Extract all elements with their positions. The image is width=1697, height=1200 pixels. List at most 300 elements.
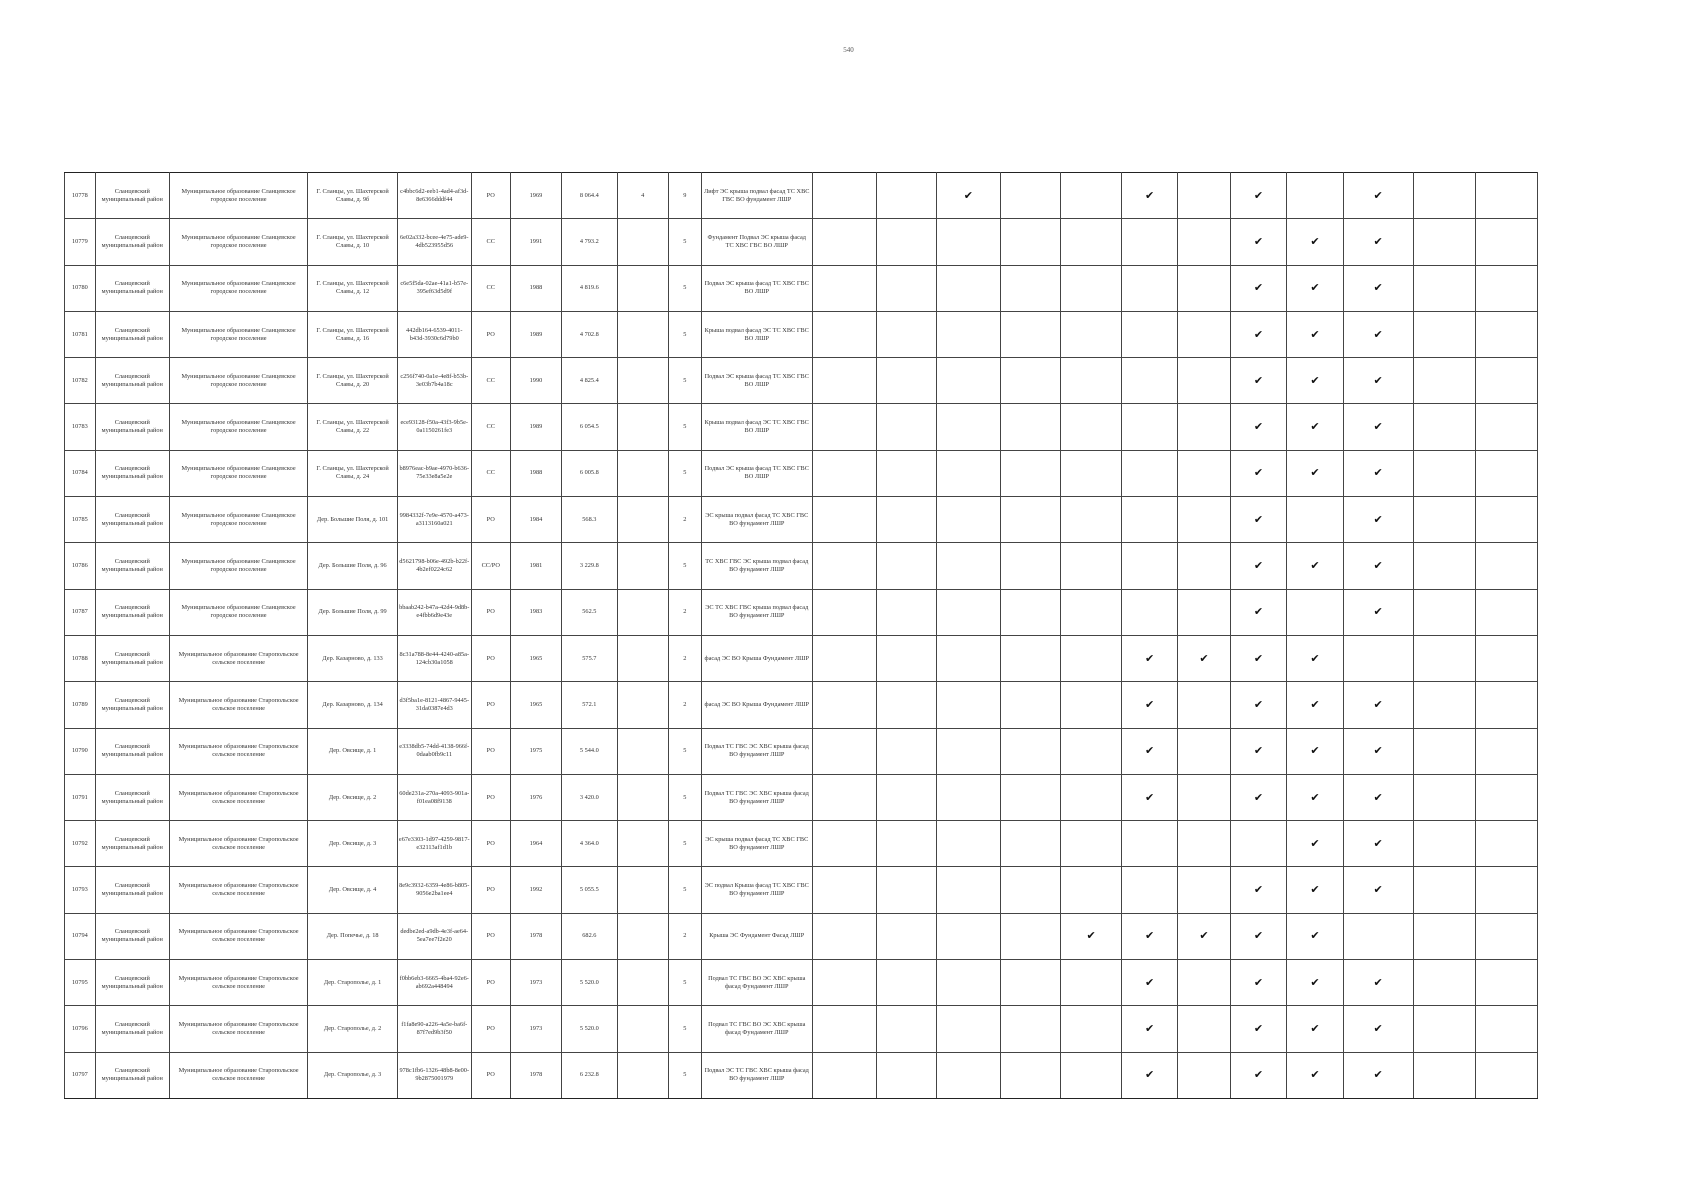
checkmark-icon: ✔ <box>1199 651 1209 665</box>
work-type-cell <box>936 1006 1000 1052</box>
work-type-cell <box>1287 821 1343 867</box>
work-type-cell <box>1121 774 1177 820</box>
work-type-cell <box>1000 358 1061 404</box>
municipality-cell: Муниципальное образование Сланцевское городское поселение <box>169 311 308 357</box>
address-cell: Дер. Старополье, д. 3 <box>308 1052 397 1098</box>
checkmark-icon: ✔ <box>1253 975 1264 989</box>
guid-cell: bbaab242-b47a-42d4-9d8b-e4fbb6d9e43e <box>397 589 471 635</box>
address-cell: Дер. Овсище, д. 3 <box>308 821 397 867</box>
work-type-cell <box>1121 450 1177 496</box>
work-type-cell <box>1343 1006 1413 1052</box>
fund-type-cell: РО <box>471 867 510 913</box>
checkmark-icon: ✔ <box>1253 281 1264 295</box>
work-type-cell <box>936 821 1000 867</box>
record-id-cell: 10794 <box>65 913 96 959</box>
municipality-cell: Муниципальное образование Старопольское сельское поселение <box>169 635 308 681</box>
work-type-cell <box>936 450 1000 496</box>
checkmark-icon: ✔ <box>1144 744 1155 758</box>
work-type-cell <box>1413 265 1476 311</box>
table-row <box>65 635 1538 681</box>
work-type-cell <box>1178 960 1230 1006</box>
work-type-cell <box>1343 543 1413 589</box>
work-type-cell <box>1476 450 1538 496</box>
address-cell: Дер. Казарново, д. 133 <box>308 635 397 681</box>
work-type-cell <box>1121 960 1177 1006</box>
work-type-cell <box>1343 311 1413 357</box>
municipality-cell: Муниципальное образование Старопольское сельское поселение <box>169 1052 308 1098</box>
checkmark-icon: ✔ <box>1144 975 1155 989</box>
address-cell: Дер. Большие Поля, д. 101 <box>308 497 397 543</box>
checkmark-icon: ✔ <box>1253 188 1264 202</box>
work-type-cell <box>812 173 877 219</box>
work-type-cell <box>1121 913 1177 959</box>
lifts-cell <box>617 960 668 1006</box>
work-type-cell <box>1476 404 1538 450</box>
work-type-cell <box>1413 728 1476 774</box>
record-id-cell: 10797 <box>65 1052 96 1098</box>
build-year-cell: 1989 <box>510 311 561 357</box>
checkmark-icon: ✔ <box>1310 744 1320 758</box>
table-row <box>65 265 1538 311</box>
checkmark-icon: ✔ <box>1373 466 1383 480</box>
works-cell: Фундамент Подвал ЭС крыша фасад ТС ХВС ГВС ВО ЛШР <box>701 219 812 265</box>
municipality-cell: Муниципальное образование Старопольское сельское поселение <box>169 774 308 820</box>
checkmark-icon: ✔ <box>1253 744 1264 758</box>
checkmark-icon: ✔ <box>1310 697 1320 711</box>
work-type-cell <box>936 635 1000 681</box>
municipality-cell: Муниципальное образование Сланцевское городское поселение <box>169 404 308 450</box>
work-type-cell <box>1413 404 1476 450</box>
municipality-cell: Муниципальное образование Сланцевское городское поселение <box>169 497 308 543</box>
work-type-cell <box>812 821 877 867</box>
work-type-cell <box>812 265 877 311</box>
work-type-cell <box>1476 311 1538 357</box>
work-type-cell <box>936 774 1000 820</box>
work-type-cell <box>1061 728 1122 774</box>
work-type-cell <box>812 543 877 589</box>
table-row <box>65 404 1538 450</box>
build-year-cell: 1975 <box>510 728 561 774</box>
work-type-cell <box>1061 311 1122 357</box>
record-id-cell: 10790 <box>65 728 96 774</box>
area-cell: 8 064.4 <box>562 173 617 219</box>
area-cell: 5 544.0 <box>562 728 617 774</box>
work-type-cell <box>1000 821 1061 867</box>
checkmark-icon: ✔ <box>1310 883 1320 897</box>
checkmark-icon: ✔ <box>1373 234 1383 248</box>
work-type-cell <box>1061 1006 1122 1052</box>
work-type-cell <box>936 543 1000 589</box>
floors-cell: 5 <box>668 265 701 311</box>
work-type-cell <box>1476 774 1538 820</box>
guid-cell: e67e3303-1d97-4259-9817-e32113af1d1b <box>397 821 471 867</box>
municipality-cell: Муниципальное образование Сланцевское городское поселение <box>169 450 308 496</box>
work-type-cell <box>1121 265 1177 311</box>
district-cell: Сланцевский муниципальный район <box>95 774 169 820</box>
guid-cell: b8976eac-b9ae-4970-b636-75e33e8a5e2e <box>397 450 471 496</box>
area-cell: 6 005.8 <box>562 450 617 496</box>
fund-type-cell: РО <box>471 960 510 1006</box>
work-type-cell <box>1476 913 1538 959</box>
work-type-cell <box>877 497 937 543</box>
works-cell: Крыша подвал фасад ЭС ТС ХВС ГВС ВО ЛШР <box>701 404 812 450</box>
work-type-cell <box>1287 404 1343 450</box>
work-type-cell <box>1230 1052 1286 1098</box>
address-cell: Дер. Большие Поля, д. 96 <box>308 543 397 589</box>
work-type-cell <box>1178 265 1230 311</box>
table-row <box>65 1052 1538 1098</box>
work-type-cell <box>1343 450 1413 496</box>
guid-cell: ece93128-f50a-43f3-9b5e-0a1150261fe3 <box>397 404 471 450</box>
work-type-cell <box>1000 682 1061 728</box>
work-type-cell <box>1230 821 1286 867</box>
district-cell: Сланцевский муниципальный район <box>95 450 169 496</box>
work-type-cell <box>812 913 877 959</box>
build-year-cell: 1965 <box>510 635 561 681</box>
work-type-cell <box>1000 960 1061 1006</box>
district-cell: Сланцевский муниципальный район <box>95 589 169 635</box>
work-type-cell <box>1230 913 1286 959</box>
fund-type-cell: СС <box>471 450 510 496</box>
work-type-cell <box>877 589 937 635</box>
work-type-cell <box>936 497 1000 543</box>
work-type-cell <box>877 913 937 959</box>
work-type-cell <box>936 358 1000 404</box>
area-cell: 4 702.8 <box>562 311 617 357</box>
table-row <box>65 450 1538 496</box>
checkmark-icon: ✔ <box>1310 281 1320 295</box>
work-type-cell <box>1343 1052 1413 1098</box>
work-type-cell <box>1343 821 1413 867</box>
fund-type-cell: СС <box>471 404 510 450</box>
work-type-cell <box>1000 265 1061 311</box>
work-type-cell <box>1413 774 1476 820</box>
district-cell: Сланцевский муниципальный район <box>95 635 169 681</box>
address-cell: Г. Сланцы, ул. Шахтерской Славы, д. 20 <box>308 358 397 404</box>
work-type-cell <box>1061 867 1122 913</box>
checkmark-icon: ✔ <box>1373 1068 1383 1082</box>
district-cell: Сланцевский муниципальный район <box>95 404 169 450</box>
work-type-cell <box>1000 450 1061 496</box>
area-cell: 4 364.0 <box>562 821 617 867</box>
district-cell: Сланцевский муниципальный район <box>95 960 169 1006</box>
area-cell: 682.6 <box>562 913 617 959</box>
record-id-cell: 10778 <box>65 173 96 219</box>
checkmark-icon: ✔ <box>1310 466 1320 480</box>
fund-type-cell: РО <box>471 1006 510 1052</box>
table-row <box>65 219 1538 265</box>
guid-cell: 8e9c3932-6359-4e86-b805-9056e2ba1ee4 <box>397 867 471 913</box>
page-number: 540 <box>843 46 854 54</box>
address-cell: Г. Сланцы, ул. Шахтерской Славы, д. 24 <box>308 450 397 496</box>
work-type-cell <box>1000 173 1061 219</box>
checkmark-icon: ✔ <box>1253 790 1264 804</box>
build-year-cell: 1983 <box>510 589 561 635</box>
record-id-cell: 10792 <box>65 821 96 867</box>
work-type-cell <box>1476 219 1538 265</box>
work-type-cell <box>1287 219 1343 265</box>
build-year-cell: 1992 <box>510 867 561 913</box>
work-type-cell <box>1476 543 1538 589</box>
work-type-cell <box>1287 173 1343 219</box>
work-type-cell <box>1230 311 1286 357</box>
work-type-cell <box>1178 311 1230 357</box>
work-type-cell <box>812 404 877 450</box>
work-type-cell <box>1121 635 1177 681</box>
table-row <box>65 1006 1538 1052</box>
work-type-cell <box>1287 589 1343 635</box>
record-id-cell: 10788 <box>65 635 96 681</box>
checkmark-icon: ✔ <box>1373 420 1383 434</box>
table-row <box>65 543 1538 589</box>
fund-type-cell: РО <box>471 589 510 635</box>
checkmark-icon: ✔ <box>1310 327 1320 341</box>
works-cell: Подвал ТС ГВС ВО ЭС ХВС крыша фасад Фундамент ЛШР <box>701 960 812 1006</box>
fund-type-cell: СС/РО <box>471 543 510 589</box>
guid-cell: c6e5f5da-02ae-41a1-b57e-395ef63d5d9f <box>397 265 471 311</box>
lifts-cell <box>617 913 668 959</box>
record-id-cell: 10779 <box>65 219 96 265</box>
municipality-cell: Муниципальное образование Сланцевское городское поселение <box>169 173 308 219</box>
works-cell: Подвал ЭС крыша фасад ТС ХВС ГВС ВО ЛШР <box>701 358 812 404</box>
work-type-cell <box>1178 173 1230 219</box>
floors-cell: 5 <box>668 960 701 1006</box>
lifts-cell <box>617 404 668 450</box>
work-type-cell <box>1121 543 1177 589</box>
work-type-cell <box>1287 774 1343 820</box>
work-type-cell <box>1000 867 1061 913</box>
lifts-cell <box>617 1052 668 1098</box>
work-type-cell <box>1343 404 1413 450</box>
work-type-cell <box>1178 497 1230 543</box>
checkmark-icon: ✔ <box>1373 975 1383 989</box>
district-cell: Сланцевский муниципальный район <box>95 867 169 913</box>
work-type-cell <box>812 867 877 913</box>
district-cell: Сланцевский муниципальный район <box>95 913 169 959</box>
work-type-cell <box>1413 913 1476 959</box>
work-type-cell <box>1413 635 1476 681</box>
area-cell: 562.5 <box>562 589 617 635</box>
floors-cell: 5 <box>668 219 701 265</box>
address-cell: Дер. Большие Поля, д. 99 <box>308 589 397 635</box>
build-year-cell: 1978 <box>510 913 561 959</box>
record-id-cell: 10796 <box>65 1006 96 1052</box>
floors-cell: 2 <box>668 589 701 635</box>
works-cell: Подвал ТС ГВС ЭС ХВС крыша фасад ВО фундамент ЛШР <box>701 774 812 820</box>
floors-cell: 5 <box>668 1006 701 1052</box>
checkmark-icon: ✔ <box>1144 651 1155 665</box>
work-type-cell <box>936 173 1000 219</box>
work-type-cell <box>1230 543 1286 589</box>
fund-type-cell: РО <box>471 774 510 820</box>
checkmark-icon: ✔ <box>1253 1021 1264 1035</box>
work-type-cell <box>1178 450 1230 496</box>
checkmark-icon: ✔ <box>1253 373 1264 387</box>
district-cell: Сланцевский муниципальный район <box>95 1006 169 1052</box>
work-type-cell <box>1413 543 1476 589</box>
works-cell: фасад ЭС ВО Крыша Фундамент ЛШР <box>701 682 812 728</box>
fund-type-cell: РО <box>471 173 510 219</box>
checkmark-icon: ✔ <box>1144 188 1155 202</box>
table-row <box>65 497 1538 543</box>
fund-type-cell: СС <box>471 219 510 265</box>
build-year-cell: 1973 <box>510 1006 561 1052</box>
guid-cell: f0bb6eb3-6665-4ba4-92e6-ab692a448494 <box>397 960 471 1006</box>
lifts-cell <box>617 589 668 635</box>
work-type-cell <box>812 219 877 265</box>
checkmark-icon: ✔ <box>1373 883 1383 897</box>
floors-cell: 5 <box>668 821 701 867</box>
work-type-cell <box>1230 497 1286 543</box>
work-type-cell <box>1061 774 1122 820</box>
work-type-cell <box>1287 960 1343 1006</box>
work-type-cell <box>1061 543 1122 589</box>
work-type-cell <box>1178 635 1230 681</box>
work-type-cell <box>1476 1052 1538 1098</box>
floors-cell: 2 <box>668 497 701 543</box>
municipality-cell: Муниципальное образование Сланцевское городское поселение <box>169 219 308 265</box>
work-type-cell <box>877 1052 937 1098</box>
guid-cell: 9984332f-7e9e-4570-a473-a3113160a021 <box>397 497 471 543</box>
lifts-cell <box>617 543 668 589</box>
guid-cell: d5621798-b06e-492b-b22f-4b2ef0224c62 <box>397 543 471 589</box>
work-type-cell <box>812 1006 877 1052</box>
work-type-cell <box>1178 1052 1230 1098</box>
table-row <box>65 867 1538 913</box>
record-id-cell: 10780 <box>65 265 96 311</box>
work-type-cell <box>1343 589 1413 635</box>
area-cell: 5 055.5 <box>562 867 617 913</box>
work-type-cell <box>1476 635 1538 681</box>
area-cell: 5 520.0 <box>562 960 617 1006</box>
work-type-cell <box>877 219 937 265</box>
work-type-cell <box>936 682 1000 728</box>
work-type-cell <box>936 265 1000 311</box>
register-table <box>64 172 1538 1099</box>
lifts-cell <box>617 821 668 867</box>
floors-cell: 5 <box>668 867 701 913</box>
work-type-cell <box>1476 1006 1538 1052</box>
checkmark-icon: ✔ <box>1373 697 1383 711</box>
district-cell: Сланцевский муниципальный район <box>95 173 169 219</box>
work-type-cell <box>812 311 877 357</box>
work-type-cell <box>1061 1052 1122 1098</box>
work-type-cell <box>1178 867 1230 913</box>
works-cell: Подвал ЭС крыша фасад ТС ХВС ГВС ВО ЛШР <box>701 450 812 496</box>
works-cell: фасад ЭС ВО Крыша Фундамент ЛШР <box>701 635 812 681</box>
build-year-cell: 1988 <box>510 450 561 496</box>
checkmark-icon: ✔ <box>1310 559 1320 573</box>
checkmark-icon: ✔ <box>1253 559 1264 573</box>
work-type-cell <box>1287 311 1343 357</box>
checkmark-icon: ✔ <box>1253 512 1264 526</box>
address-cell: Г. Сланцы, ул. Шахтерской Славы, д. 9б <box>308 173 397 219</box>
district-cell: Сланцевский муниципальный район <box>95 1052 169 1098</box>
work-type-cell <box>1230 404 1286 450</box>
table-row <box>65 821 1538 867</box>
work-type-cell <box>1178 404 1230 450</box>
work-type-cell <box>1343 173 1413 219</box>
checkmark-icon: ✔ <box>1144 697 1155 711</box>
district-cell: Сланцевский муниципальный район <box>95 358 169 404</box>
address-cell: Дер. Овсище, д. 1 <box>308 728 397 774</box>
work-type-cell <box>1061 635 1122 681</box>
build-year-cell: 1991 <box>510 219 561 265</box>
work-type-cell <box>1121 821 1177 867</box>
work-type-cell <box>1061 450 1122 496</box>
works-cell: Подвал ТС ГВС ВО ЭС ХВС крыша фасад Фундамент ЛШР <box>701 1006 812 1052</box>
work-type-cell <box>1230 867 1286 913</box>
work-type-cell <box>936 728 1000 774</box>
work-type-cell <box>1476 867 1538 913</box>
table-row <box>65 589 1538 635</box>
work-type-cell <box>1230 1006 1286 1052</box>
lifts-cell <box>617 219 668 265</box>
work-type-cell <box>1287 867 1343 913</box>
work-type-cell <box>877 728 937 774</box>
works-cell: Подвал ТС ГВС ЭС ХВС крыша фасад ВО фундамент ЛШР <box>701 728 812 774</box>
work-type-cell <box>812 774 877 820</box>
checkmark-icon: ✔ <box>1310 1068 1320 1082</box>
lifts-cell <box>617 728 668 774</box>
checkmark-icon: ✔ <box>1310 420 1320 434</box>
municipality-cell: Муниципальное образование Старопольское сельское поселение <box>169 682 308 728</box>
checkmark-icon: ✔ <box>1310 975 1320 989</box>
guid-cell: 6e02a332-bcee-4e75-ade9-4db523955d56 <box>397 219 471 265</box>
record-id-cell: 10784 <box>65 450 96 496</box>
fund-type-cell: СС <box>471 265 510 311</box>
municipality-cell: Муниципальное образование Старопольское сельское поселение <box>169 728 308 774</box>
work-type-cell <box>936 867 1000 913</box>
checkmark-icon: ✔ <box>1373 744 1383 758</box>
work-type-cell <box>1178 543 1230 589</box>
works-cell: ЭС крыша подвал фасад ТС ХВС ГВС ВО фундамент ЛШР <box>701 821 812 867</box>
checkmark-icon: ✔ <box>1310 1021 1320 1035</box>
lifts-cell <box>617 265 668 311</box>
checkmark-icon: ✔ <box>1310 929 1320 943</box>
area-cell: 572.1 <box>562 682 617 728</box>
table-row <box>65 358 1538 404</box>
area-cell: 3 229.8 <box>562 543 617 589</box>
work-type-cell <box>1413 589 1476 635</box>
work-type-cell <box>877 1006 937 1052</box>
fund-type-cell: РО <box>471 728 510 774</box>
area-cell: 4 819.6 <box>562 265 617 311</box>
work-type-cell <box>1287 635 1343 681</box>
municipality-cell: Муниципальное образование Старопольское сельское поселение <box>169 867 308 913</box>
work-type-cell <box>812 497 877 543</box>
guid-cell: 8c31a788-8e44-4240-a85a-124cb30a1058 <box>397 635 471 681</box>
checkmark-icon: ✔ <box>1253 1068 1264 1082</box>
address-cell: Г. Сланцы, ул. Шахтерской Славы, д. 12 <box>308 265 397 311</box>
work-type-cell <box>1476 821 1538 867</box>
municipality-cell: Муниципальное образование Сланцевское городское поселение <box>169 589 308 635</box>
work-type-cell <box>1343 219 1413 265</box>
work-type-cell <box>1121 867 1177 913</box>
work-type-cell <box>1000 311 1061 357</box>
checkmark-icon: ✔ <box>1253 697 1264 711</box>
checkmark-icon: ✔ <box>1144 790 1155 804</box>
work-type-cell <box>877 404 937 450</box>
works-cell: Подвал ЭС ТС ГВС ХВС крыша фасад ВО фундамент ЛШР <box>701 1052 812 1098</box>
lifts-cell <box>617 450 668 496</box>
area-cell: 6 232.8 <box>562 1052 617 1098</box>
area-cell: 4 825.4 <box>562 358 617 404</box>
build-year-cell: 1988 <box>510 265 561 311</box>
work-type-cell <box>1343 682 1413 728</box>
municipality-cell: Муниципальное образование Сланцевское городское поселение <box>169 265 308 311</box>
work-type-cell <box>877 682 937 728</box>
